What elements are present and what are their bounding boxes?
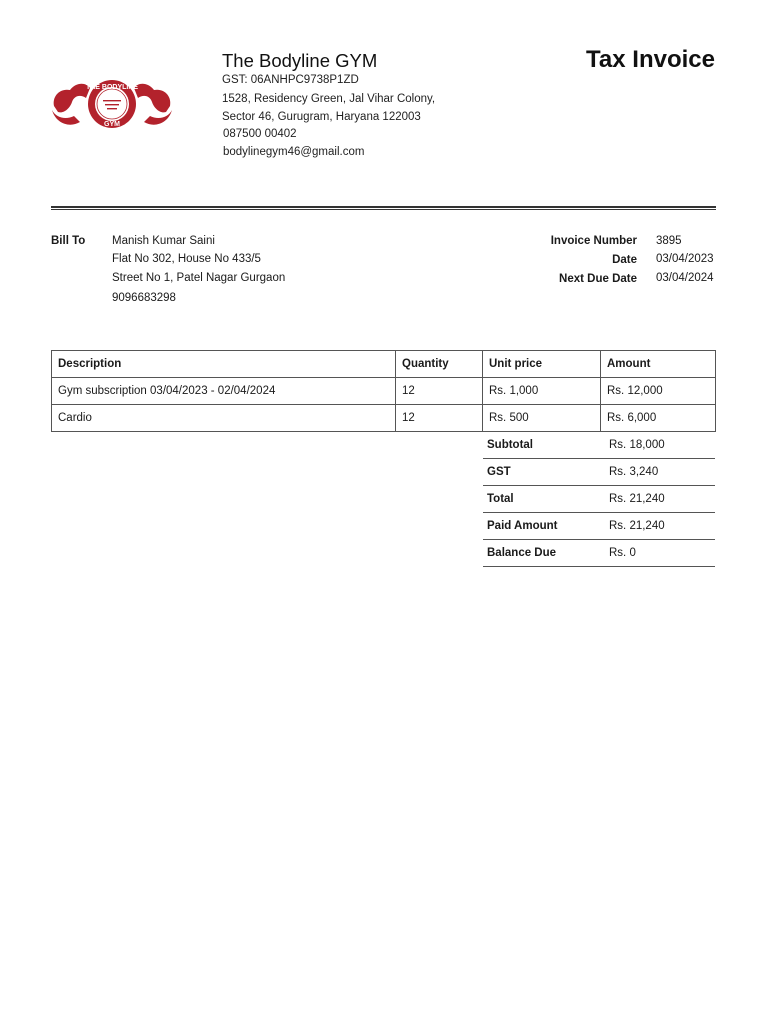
table-header-row (52, 351, 716, 378)
total-row (483, 486, 715, 513)
header-divider-thin (51, 209, 716, 210)
logo-text-top: THE BODYLINE (85, 84, 139, 91)
item-unit-price: Rs. 500 (483, 405, 601, 432)
column-header-quantity: Quantity (396, 351, 483, 378)
item-quantity: 12 (396, 405, 483, 432)
subtotal-value: Rs. 18,000 (605, 432, 715, 459)
item-amount: Rs. 12,000 (601, 378, 716, 405)
totals-table (483, 432, 715, 567)
company-address-line1: 1528, Residency Green, Jal Vihar Colony, (222, 93, 436, 105)
item-description: Cardio (52, 405, 396, 432)
paid-amount-label: Paid Amount (483, 513, 605, 540)
invoice-number: 3895 (656, 235, 682, 247)
invoice-date-label: Date (612, 254, 637, 266)
total-label: Total (483, 486, 605, 513)
line-items-table (51, 350, 716, 432)
header-divider (51, 206, 716, 208)
next-due-date-label: Next Due Date (559, 273, 637, 285)
item-quantity: 12 (396, 378, 483, 405)
balance-due-row (483, 540, 715, 567)
gst-label: GST (483, 459, 605, 486)
invoice-number-label: Invoice Number (550, 235, 637, 247)
balance-due-value: Rs. 0 (605, 540, 715, 567)
customer-address-line2: Street No 1, Patel Nagar Gurgaon (112, 272, 286, 284)
next-due-date: 03/04/2024 (656, 272, 714, 284)
paid-amount-value: Rs. 21,240 (605, 513, 715, 540)
logo-text-bottom: GYM (104, 121, 120, 128)
invoice-date: 03/04/2023 (656, 253, 714, 265)
item-amount: Rs. 6,000 (601, 405, 716, 432)
company-phone: 087500 00402 (223, 128, 297, 140)
company-name: The Bodyline GYM (222, 50, 378, 71)
customer-phone: 9096683298 (112, 292, 176, 304)
company-gst: GST: 06ANHPC9738P1ZD (222, 74, 359, 86)
gym-logo (50, 76, 174, 132)
table-row (52, 405, 716, 432)
item-unit-price: Rs. 1,000 (483, 378, 601, 405)
company-address-line2: Sector 46, Gurugram, Haryana 122003 (222, 111, 421, 123)
column-header-unit-price: Unit price (483, 351, 601, 378)
bill-to-label: Bill To (51, 235, 86, 247)
table-row (52, 378, 716, 405)
customer-name: Manish Kumar Saini (112, 235, 215, 247)
column-header-description: Description (52, 351, 396, 378)
paid-amount-row (483, 513, 715, 540)
subtotal-label: Subtotal (483, 432, 605, 459)
gst-value: Rs. 3,240 (605, 459, 715, 486)
column-header-amount: Amount (601, 351, 716, 378)
document-title: Tax Invoice (586, 46, 715, 73)
company-email: bodylinegym46@gmail.com (223, 146, 365, 158)
subtotal-row (483, 432, 715, 459)
total-value: Rs. 21,240 (605, 486, 715, 513)
item-description: Gym subscription 03/04/2023 - 02/04/2024 (52, 378, 396, 405)
gst-row (483, 459, 715, 486)
balance-due-label: Balance Due (483, 540, 605, 567)
customer-address-line1: Flat No 302, House No 433/5 (112, 253, 261, 265)
